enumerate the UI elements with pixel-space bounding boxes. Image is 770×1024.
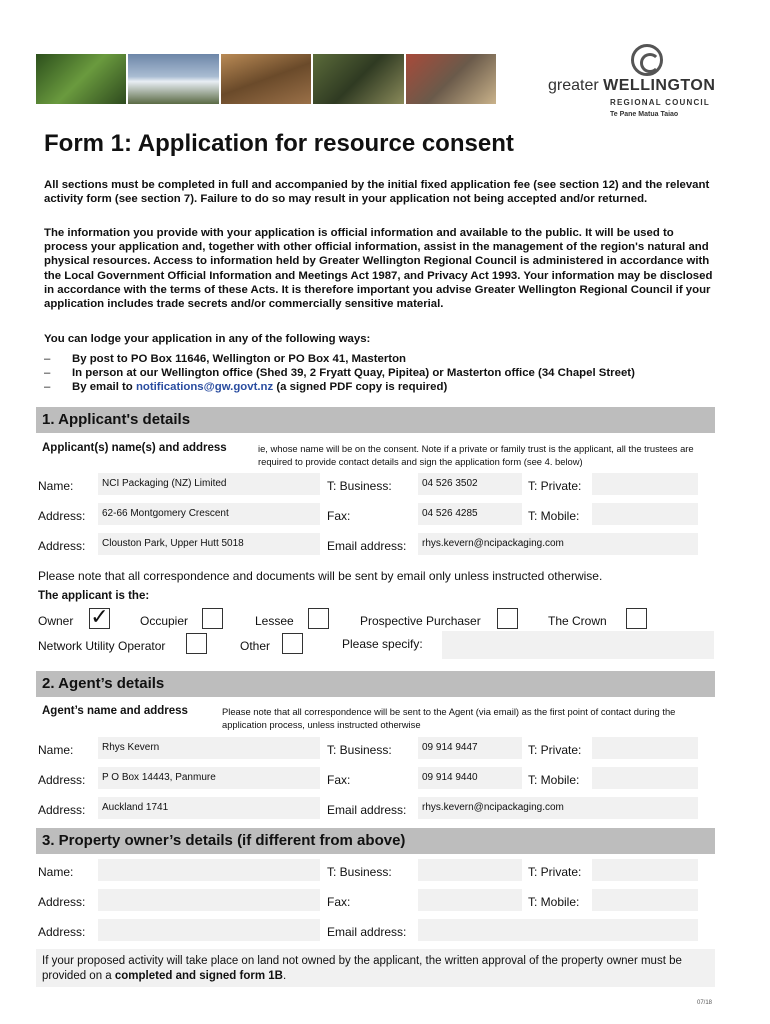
logo-maori-name: Te Pane Matua Taiao: [610, 111, 679, 118]
banner-photo-city: [406, 54, 496, 104]
applicant-email-label: Email address:: [327, 539, 407, 553]
owner-private-field[interactable]: [592, 859, 698, 881]
page-title: Form 1: Application for resource consent: [44, 130, 514, 157]
correspondence-note: Please note that all correspondence and documents will be sent by email only unless instructed otherwise.: [38, 569, 603, 583]
agent-address2-field[interactable]: Auckland 1741: [98, 797, 320, 819]
owner-address-label: Address:: [38, 895, 86, 909]
owner-address2-field[interactable]: [98, 919, 320, 941]
logo-subtitle: REGIONAL COUNCIL: [610, 98, 710, 107]
occupier-label: Occupier: [140, 614, 189, 628]
agent-names-label: Agent’s name and address: [42, 705, 188, 717]
crown-label: The Crown: [548, 614, 607, 628]
applicant-names-label: Applicant(s) name(s) and address: [42, 442, 227, 454]
occupier-checkbox[interactable]: [202, 608, 223, 629]
applicant-address-field[interactable]: 62-66 Montgomery Crescent: [98, 503, 320, 525]
agent-private-label: T: Private:: [528, 743, 582, 757]
applicant-private-label: T: Private:: [528, 479, 582, 493]
agent-name-field[interactable]: Rhys Kevern: [98, 737, 320, 759]
applicant-fax-field[interactable]: 04 526 4285: [418, 503, 522, 525]
owner-email-label: Email address:: [327, 925, 407, 939]
owner-mobile-label: T: Mobile:: [528, 895, 580, 909]
specify-field[interactable]: [442, 631, 714, 659]
owner-business-label: T: Business:: [327, 865, 392, 879]
owner-fax-field[interactable]: [418, 889, 522, 911]
agent-names-note: Please note that all correspondence will be sent to the Agent (via email) as the first point of contact during the application process, unless instructed otherwise: [222, 706, 676, 730]
header-banner: [36, 54, 496, 104]
crown-checkbox[interactable]: [626, 608, 647, 629]
agent-private-field[interactable]: [592, 737, 698, 759]
agent-mobile-label: T: Mobile:: [528, 773, 580, 787]
agent-email-field[interactable]: rhys.kevern@ncipackaging.com: [418, 797, 698, 819]
section-2-header: 2. Agent’s details: [36, 671, 715, 697]
agent-business-field[interactable]: 09 914 9447: [418, 737, 522, 759]
owner-fax-label: Fax:: [327, 895, 351, 909]
owner-mobile-field[interactable]: [592, 889, 698, 911]
applicant-is-label: The applicant is the:: [38, 590, 150, 602]
utility-operator-checkbox[interactable]: [186, 633, 207, 654]
agent-address2-label: Address:: [38, 803, 86, 817]
other-checkbox[interactable]: [282, 633, 303, 654]
lodge-option-post: – By post to PO Box 11646, Wellington or PO Box 41, Masterton: [44, 353, 406, 365]
applicant-mobile-label: T: Mobile:: [528, 509, 580, 523]
intro-paragraph-3: You can lodge your application in any of the following ways:: [44, 333, 371, 345]
applicant-address-label: Address:: [38, 509, 86, 523]
lessee-checkbox[interactable]: [308, 608, 329, 629]
logo-wordmark: greater WELLINGTON: [548, 77, 716, 94]
agent-fax-field[interactable]: 09 914 9440: [418, 767, 522, 789]
other-label: Other: [240, 639, 271, 653]
applicant-name-label: Name:: [38, 479, 74, 493]
applicant-fax-label: Fax:: [327, 509, 351, 523]
owner-approval-note: If your proposed activity will take place on land not owned by the applicant, the written approval of the property owner must be provided on a completed and signed form 1B.: [36, 949, 715, 987]
owner-email-field[interactable]: [418, 919, 698, 941]
banner-photo-mountains: [128, 54, 218, 104]
applicant-private-field[interactable]: [592, 473, 698, 495]
utility-operator-label: Network Utility Operator: [38, 639, 166, 653]
lessee-label: Lessee: [255, 614, 294, 628]
purchaser-label: Prospective Purchaser: [360, 614, 481, 628]
owner-private-label: T: Private:: [528, 865, 582, 879]
intro-paragraph-2: The information you provide with your application is official information and available to the public. It will be used to process your application and, together with other official information, assist in the management of the region's natural and physical resources. Access to information held by Greater Wellington Regional Council is administered in accordance with the Local Government Official Information and Meetings Act 1987, and Privacy Act 1993. Your information may be disclosed in accordance with the terms of these Acts. It is therefore important you advise Greater Wellington Regional Council if your application includes trade secrets and/or commercially sensitive material.: [44, 227, 713, 311]
agent-mobile-field[interactable]: [592, 767, 698, 789]
applicant-address2-field[interactable]: Clouston Park, Upper Hutt 5018: [98, 533, 320, 555]
intro-paragraph-1: All sections must be completed in full and accompanied by the initial fixed application fee (see section 12) and the relevant activity form (see section 7). Failure to do so may result in your application not being accepted and/or returned.: [44, 179, 710, 206]
agent-fax-label: Fax:: [327, 773, 351, 787]
lodge-option-person: – In person at our Wellington office (Shed 39, 2 Fryatt Quay, Pipitea) or Masterton office (34 Chapel Street): [44, 367, 635, 379]
banner-photo-ferns: [36, 54, 126, 104]
agent-address-field[interactable]: P O Box 14443, Panmure: [98, 767, 320, 789]
specify-label: Please specify:: [342, 637, 423, 651]
applicant-name-field[interactable]: NCI Packaging (NZ) Limited: [98, 473, 320, 495]
owner-address2-label: Address:: [38, 925, 86, 939]
banner-photo-river: [221, 54, 311, 104]
lodge-option-email: – By email to notifications@gw.govt.nz (a signed PDF copy is required): [44, 381, 448, 393]
owner-checkbox[interactable]: ✓: [90, 605, 109, 630]
section-3-header: 3. Property owner’s details (if different from above): [36, 828, 715, 854]
section-1-header: 1. Applicant's details: [36, 407, 715, 433]
owner-name-label: Name:: [38, 865, 74, 879]
agent-email-label: Email address:: [327, 803, 407, 817]
owner-name-field[interactable]: [98, 859, 320, 881]
applicant-business-label: T: Business:: [327, 479, 392, 493]
agent-business-label: T: Business:: [327, 743, 392, 757]
applicant-mobile-field[interactable]: [592, 503, 698, 525]
banner-photo-people: [313, 54, 403, 104]
owner-label: Owner: [38, 614, 74, 628]
owner-address-field[interactable]: [98, 889, 320, 911]
owner-business-field[interactable]: [418, 859, 522, 881]
applicant-address2-label: Address:: [38, 539, 86, 553]
email-link[interactable]: notifications@gw.govt.nz: [135, 381, 274, 393]
applicant-business-field[interactable]: 04 526 3502: [418, 473, 522, 495]
gw-logo-icon: [631, 44, 663, 76]
form-version: 07/18: [697, 1000, 713, 1006]
agent-name-label: Name:: [38, 743, 74, 757]
applicant-email-field[interactable]: rhys.kevern@ncipackaging.com: [418, 533, 698, 555]
purchaser-checkbox[interactable]: [497, 608, 518, 629]
applicant-names-note: ie, whose name will be on the consent. Note if a private or family trust is the applicant, all the trustees are required to provide contact details and sign the application form (see 4. below): [258, 443, 694, 467]
agent-address-label: Address:: [38, 773, 86, 787]
